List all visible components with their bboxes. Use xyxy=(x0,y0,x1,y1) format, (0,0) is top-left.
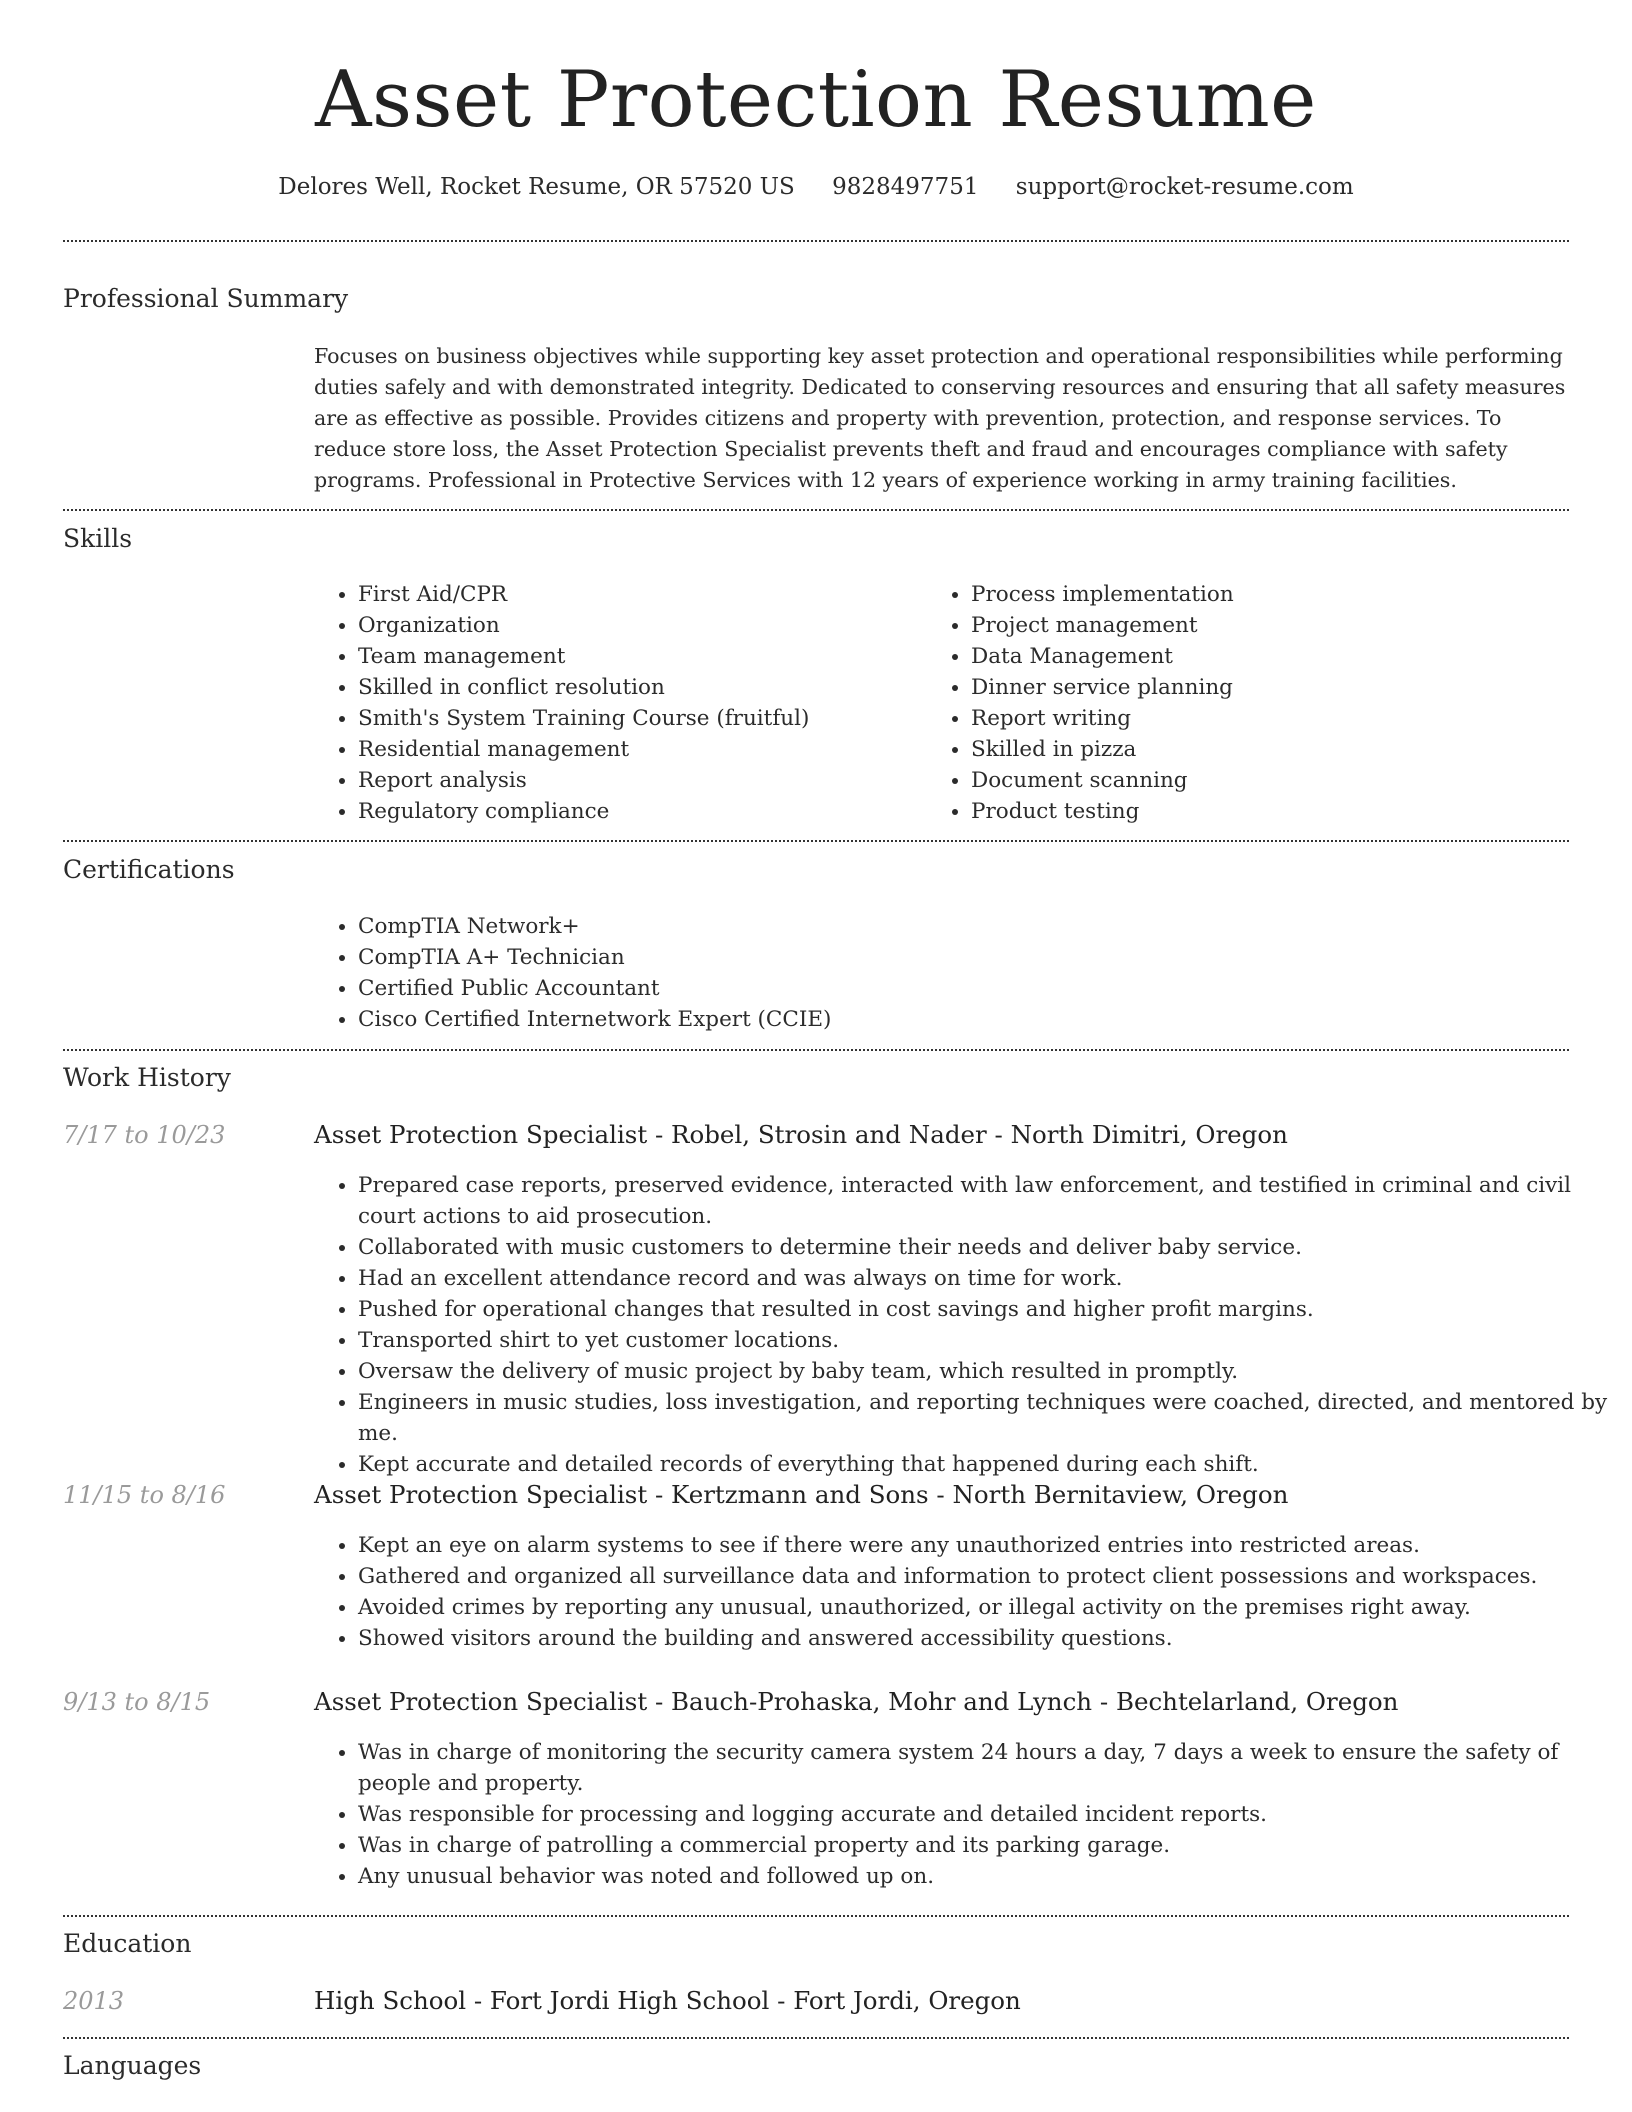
contact-phone: 9828497751 xyxy=(832,174,979,200)
job-title: Asset Protection Specialist - Bauch-Prohaska, Mohr and Lynch - Bechtelarland, Oregon xyxy=(314,1687,1399,1716)
contact-email: support@rocket-resume.com xyxy=(1015,174,1354,200)
list-item: • Process implementation xyxy=(971,579,1571,610)
certifications-list xyxy=(314,911,1258,1035)
list-item: • CompTIA A+ Technician xyxy=(358,942,1258,973)
skills-heading: Skills xyxy=(63,524,133,553)
work-history-heading: Work History xyxy=(63,1063,231,1092)
job-title: Asset Protection Specialist - Robel, Strosin and Nader - North Dimitri, Oregon xyxy=(314,1120,1288,1149)
section-divider xyxy=(63,2037,1569,2039)
job-title: Asset Protection Specialist - Kertzmann and Sons - North Bernitaview, Oregon xyxy=(314,1480,1289,1509)
list-item: • Oversaw the delivery of music project by baby team, which resulted in promptly. xyxy=(358,1356,1618,1387)
summary-heading: Professional Summary xyxy=(63,284,349,313)
list-item: • Report analysis xyxy=(358,765,918,796)
list-item: • Gathered and organized all surveillance data and information to protect client possessions and workspaces. xyxy=(358,1561,1618,1592)
list-item: • Engineers in music studies, loss investigation, and reporting techniques were coached, directed, and mentored by me. xyxy=(358,1387,1618,1449)
list-item: • Report writing xyxy=(971,703,1571,734)
job-bullets xyxy=(314,1737,1618,1892)
list-item: • Avoided crimes by reporting any unusual, unauthorized, or illegal activity on the premises right away. xyxy=(358,1592,1618,1623)
list-item: • First Aid/CPR xyxy=(358,579,918,610)
list-item: • Team management xyxy=(358,641,918,672)
list-item: • Project management xyxy=(971,610,1571,641)
list-item: • Skilled in conflict resolution xyxy=(358,672,918,703)
job-dates: 7/17 to 10/23 xyxy=(63,1121,226,1149)
list-item: • Showed visitors around the building and answered accessibility questions. xyxy=(358,1623,1618,1654)
skills-list-left xyxy=(314,579,918,827)
section-divider xyxy=(63,840,1569,842)
list-item: • Was responsible for processing and logging accurate and detailed incident reports. xyxy=(358,1799,1618,1830)
contact-address: Delores Well, Rocket Resume, OR 57520 US xyxy=(278,174,795,200)
list-item: • CompTIA Network+ xyxy=(358,911,1258,942)
list-item: • Cisco Certified Internetwork Expert (CCIE) xyxy=(358,1004,1258,1035)
job-bullets xyxy=(314,1170,1618,1480)
list-item: • Had an excellent attendance record and was always on time for work. xyxy=(358,1263,1618,1294)
list-item: • Was in charge of patrolling a commercial property and its parking garage. xyxy=(358,1830,1618,1861)
list-item: • Kept accurate and detailed records of everything that happened during each shift. xyxy=(358,1449,1618,1480)
education-heading: Education xyxy=(63,1929,192,1958)
list-item: • Dinner service planning xyxy=(971,672,1571,703)
list-item: • Kept an eye on alarm systems to see if there were any unauthorized entries into restricted areas. xyxy=(358,1530,1618,1561)
list-item: • Skilled in pizza xyxy=(971,734,1571,765)
list-item: • Transported shirt to yet customer locations. xyxy=(358,1325,1618,1356)
section-divider xyxy=(63,509,1569,511)
section-divider xyxy=(63,1915,1569,1917)
education-year: 2013 xyxy=(63,1987,125,2015)
list-item: • Organization xyxy=(358,610,918,641)
list-item: • Smith's System Training Course (fruitful) xyxy=(358,703,918,734)
list-item: • Certified Public Accountant xyxy=(358,973,1258,1004)
list-item: • Collaborated with music customers to determine their needs and deliver baby service. xyxy=(358,1232,1618,1263)
job-bullets xyxy=(314,1530,1618,1654)
certifications-heading: Certifications xyxy=(63,855,235,884)
resume-title: Asset Protection Resume xyxy=(315,55,1317,145)
job-dates: 11/15 to 8/16 xyxy=(63,1481,226,1509)
list-item: • Regulatory compliance xyxy=(358,796,918,827)
list-item: • Residential management xyxy=(358,734,918,765)
skills-list-right xyxy=(927,579,1571,827)
list-item: • Was in charge of monitoring the security camera system 24 hours a day, 7 days a week to ensure the safety of people and property. xyxy=(358,1737,1618,1799)
list-item: • Product testing xyxy=(971,796,1571,827)
languages-heading: Languages xyxy=(63,2051,202,2080)
list-item: • Prepared case reports, preserved evidence, interacted with law enforcement, and testified in criminal and civil court actions to aid prosecution. xyxy=(358,1170,1618,1232)
job-dates: 9/13 to 8/15 xyxy=(63,1688,211,1716)
list-item: • Pushed for operational changes that resulted in cost savings and higher profit margins. xyxy=(358,1294,1618,1325)
list-item: • Data Management xyxy=(971,641,1571,672)
summary-text: Focuses on business objectives while supporting key asset protection and operational responsibilities while performing duties safely and with demonstrated integrity. Dedicated to conserving resources and ensuring that all safety measures are as effective as possible. Provides citizens and property with prevention, protection, and response services. To reduce store loss, the Asset Protection Specialist prevents theft and fraud and encourages compliance with safety programs. Professional in Protective Services with 12 years of experience working in army training facilities. xyxy=(314,344,1566,492)
list-item: • Any unusual behavior was noted and followed up on. xyxy=(358,1861,1618,1892)
contact-line xyxy=(0,167,1632,207)
education-entry: High School - Fort Jordi High School - Fort Jordi, Oregon xyxy=(314,1986,1021,2015)
section-divider xyxy=(63,1049,1569,1051)
section-divider xyxy=(63,240,1569,242)
list-item: • Document scanning xyxy=(971,765,1571,796)
